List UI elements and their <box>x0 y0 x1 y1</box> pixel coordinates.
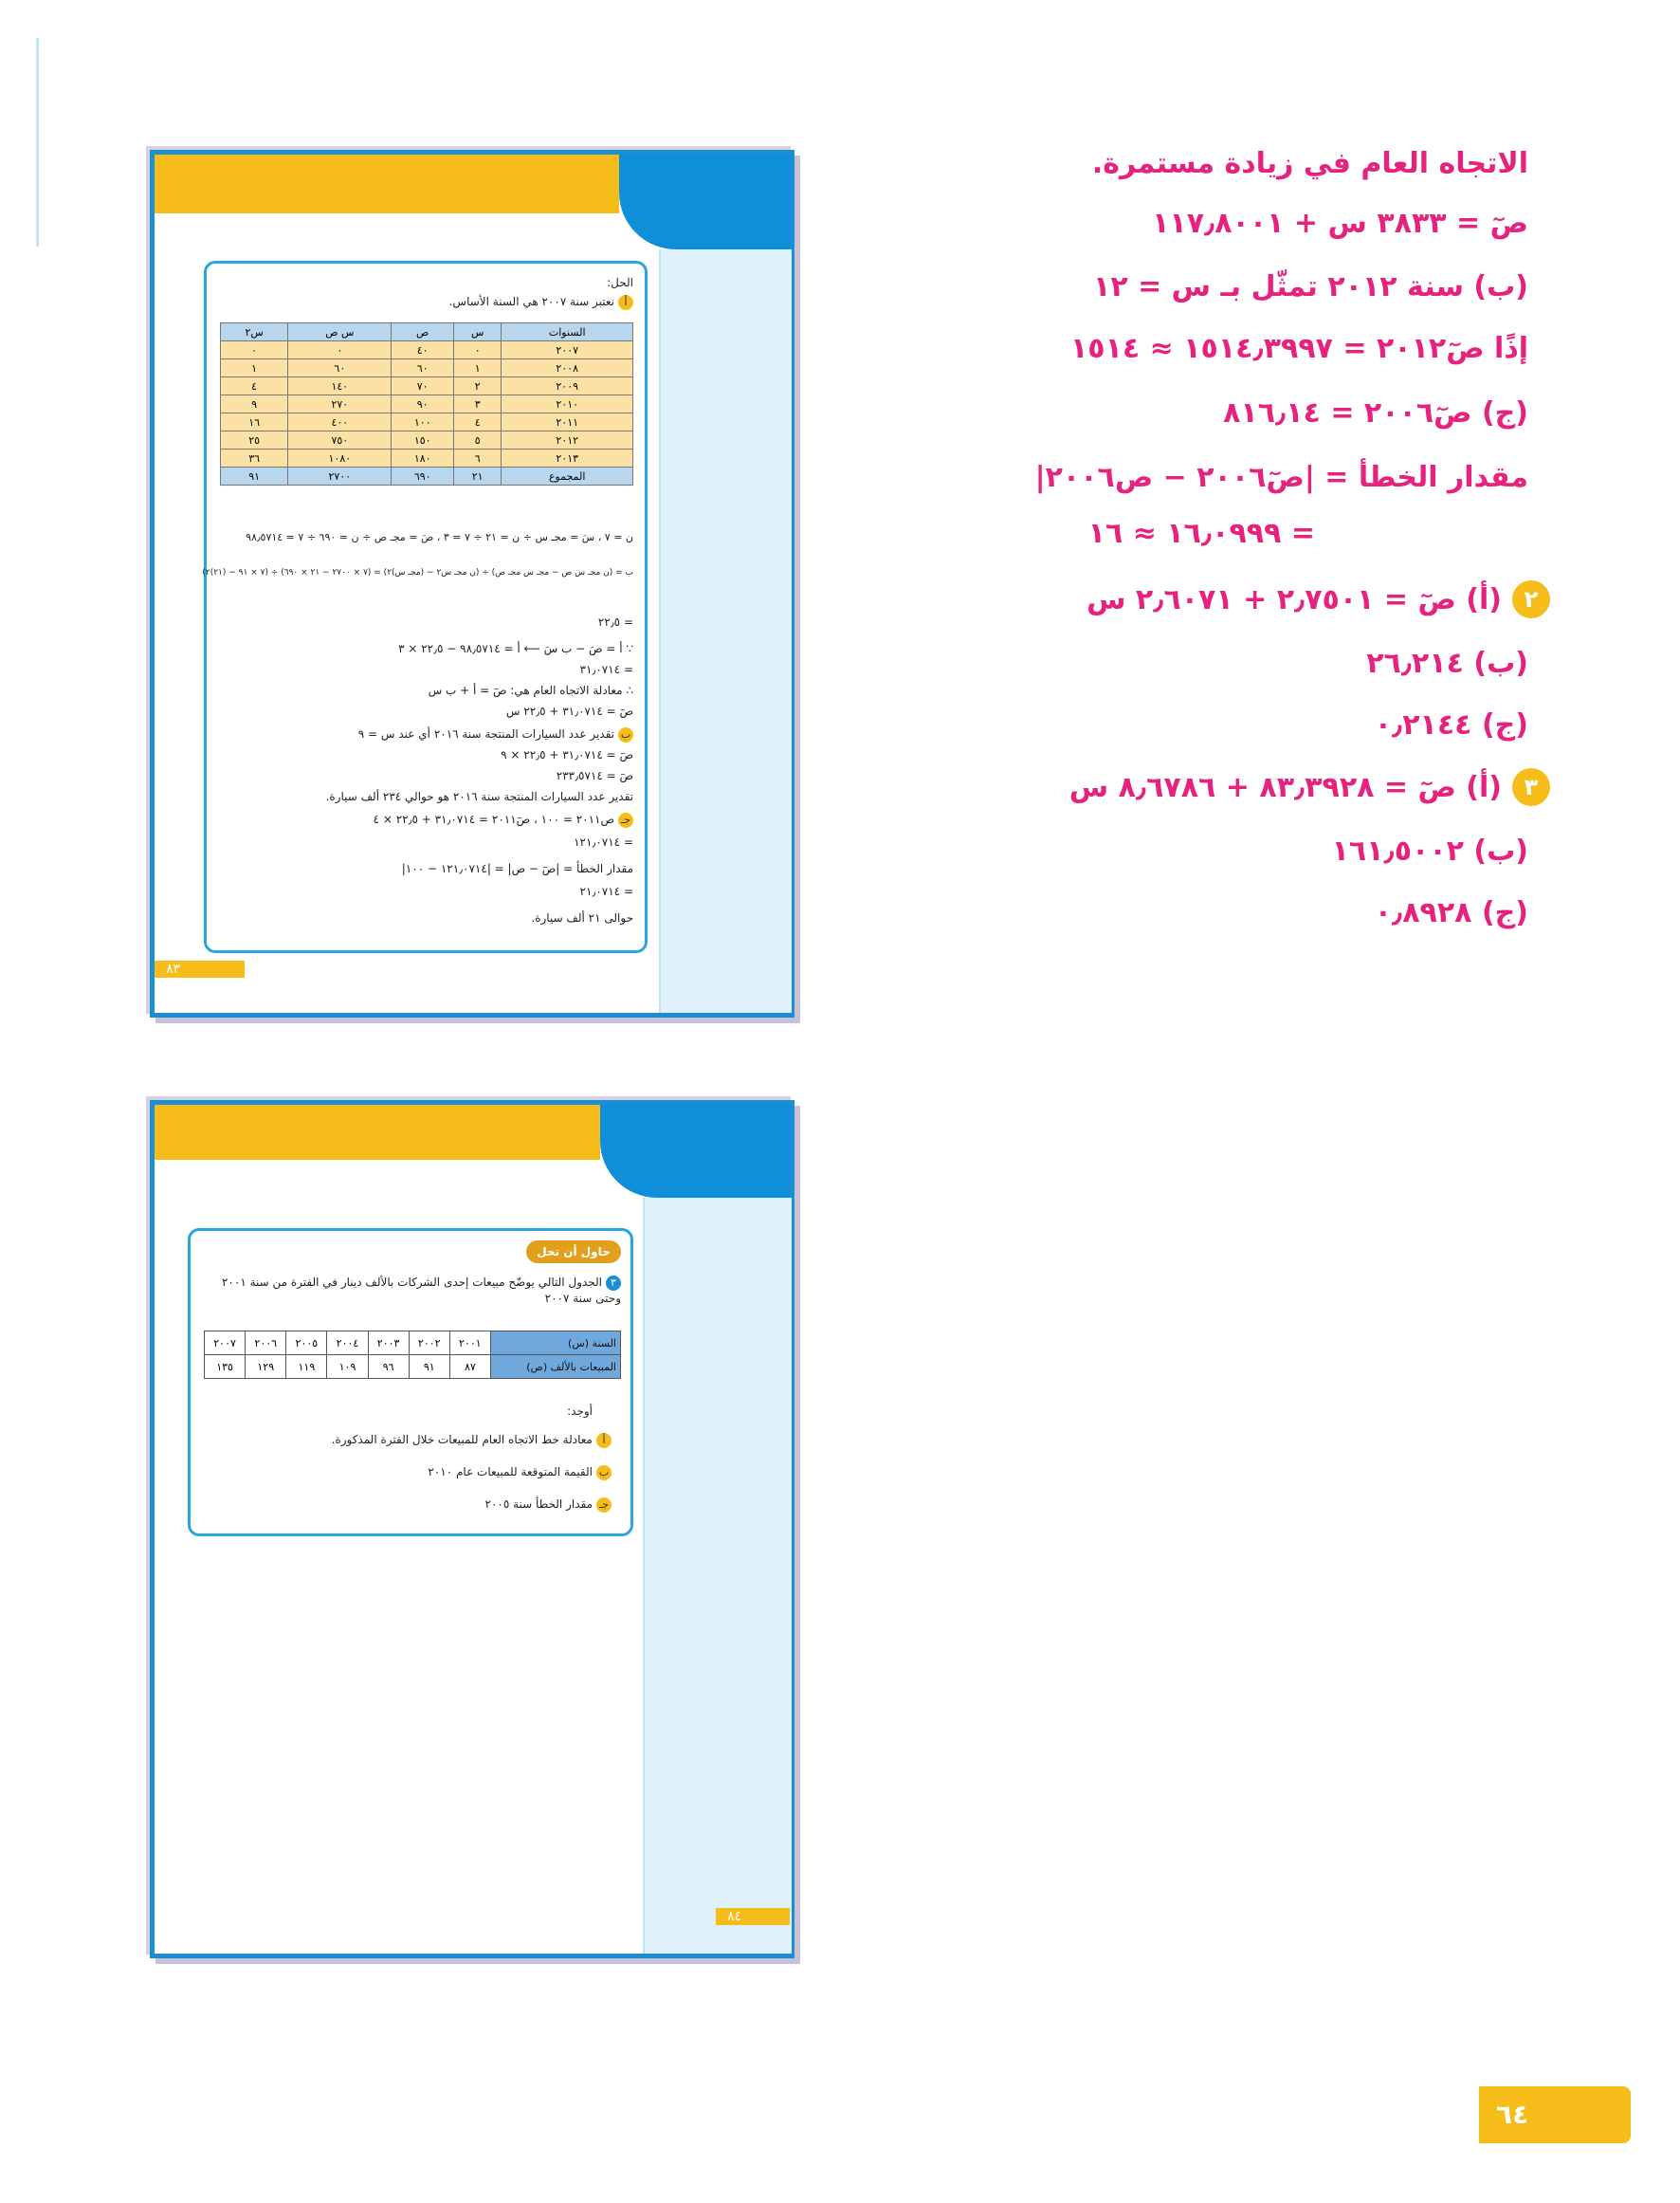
calc-line: = ٢٢٫٥ <box>597 615 633 629</box>
calc-line: = ٣١٫٠٧١٤ <box>579 663 633 676</box>
cell: ٦٠ <box>288 359 392 377</box>
exercise-box <box>188 1228 633 1536</box>
solution-table-header <box>221 323 633 341</box>
cell: ٢٠٠٦ <box>246 1331 286 1355</box>
cell: ٢٥ <box>221 431 288 450</box>
trend-statement: الاتجاه العام في زيادة مستمرة. <box>1091 147 1528 180</box>
header-cell: س ص <box>288 323 392 341</box>
table-row <box>221 395 633 413</box>
table-row <box>221 359 633 377</box>
calc-line: = ١٢١٫٠٧١٤ <box>574 835 633 849</box>
row-label: السنة (س) <box>490 1331 620 1355</box>
margin-rule <box>36 38 39 247</box>
answer-3a: (أ) صٓ = ٨٣٫٣٩٢٨ + ٨٫٦٧٨٦ س <box>1068 771 1502 804</box>
cell: ٥ <box>453 431 501 450</box>
calc-line: حوالى ٢١ ألف سيارة. <box>531 911 633 925</box>
question-text: الجدول التالي يوضّح مبيعات إحدى الشركات بالألف دينار في الفترة من سنة ٢٠٠١ وحتى سنة ٢٠٠٧ <box>221 1276 621 1305</box>
cell: ٢٠٠٩ <box>502 377 633 395</box>
list-item <box>485 1496 612 1513</box>
exercise-question <box>204 1275 621 1307</box>
cell: ٢ <box>453 377 501 395</box>
answer-1b: (ب) سنة ٢٠١٢ تمثّل بـ س = ١٢ <box>1093 270 1528 303</box>
cell: ٢٠٠٢ <box>409 1331 449 1355</box>
calc-line: مقدار الخطأ = |صٓ − ص| = |١٢١٫٠٧١٤ − ١٠٠| <box>401 862 633 875</box>
question-bullet: ٣ <box>606 1276 621 1291</box>
page-number-tab: ٨٤ <box>716 1908 790 1925</box>
thumbnail-page-84 <box>150 1100 794 1958</box>
cell: ٨٧ <box>449 1355 490 1379</box>
calc-line: ∵ أ = صَ − ب سَ ⟵ أ = ٩٨٫٥٧١٤ − ٢٢٫٥ × ٣ <box>398 642 633 655</box>
step-b <box>358 726 633 743</box>
solution-title: الحل: <box>607 276 633 289</box>
calc-line: = ٢١٫٠٧١٤ <box>579 885 633 898</box>
table-row <box>221 431 633 450</box>
step-a-bullet: أ <box>618 295 633 310</box>
calc-line: تقدير عدد السيارات المنتجة سنة ٢٠١٦ هو حوالي ٢٣٤ ألف سيارة. <box>325 790 633 803</box>
calc-line: ب = (ن مجـ س ص − مجـ س مجـ ص) ÷ (ن مجـ س٢ − (مجـ س)٢) = (٧ × ٢٧٠٠ − ٢١ × ٦٩٠) ÷ (٧ × ٩١ − (٢١)٢) <box>202 568 633 578</box>
cell: ٤ <box>453 413 501 431</box>
cell: ١٦ <box>221 413 288 431</box>
list-item <box>428 1464 612 1480</box>
cell: ٣ <box>453 395 501 413</box>
cell: ٢٠١٢ <box>502 431 633 450</box>
error-label: مقدار الخطأ = |صٓ٢٠٠٦ − ص٢٠٠٦| <box>1034 461 1528 494</box>
page-side-strip <box>659 249 792 1013</box>
cell: ٩٦ <box>368 1355 409 1379</box>
cell: ١٤٠ <box>288 377 392 395</box>
question-2-badge: ٢ <box>1512 580 1550 618</box>
page-side-strip <box>643 1198 792 1954</box>
step-a <box>449 294 633 310</box>
cell: ٢٠١٣ <box>502 450 633 468</box>
cell: ١٠٠ <box>392 413 454 431</box>
row-label: المبيعات بالألف (ص) <box>490 1355 620 1379</box>
cell: ١٥٠ <box>392 431 454 450</box>
answer-2a: (أ) صٓ = ٢٫٧٥٠١ + ٢٫٦٠٧١ س <box>1087 583 1502 616</box>
cell: ٩١ <box>409 1355 449 1379</box>
calc-line: صٓ = ٢٣٣٫٥٧١٤ <box>556 769 633 782</box>
cell: ٦ <box>453 450 501 468</box>
cell: ٢١ <box>453 468 501 486</box>
table-row <box>221 450 633 468</box>
cell: ٠ <box>453 341 501 359</box>
table-row <box>205 1331 621 1355</box>
list-item <box>332 1432 612 1448</box>
table-row <box>221 341 633 359</box>
step-c-bullet: جـ <box>618 813 633 828</box>
cell: ٢٠٠٧ <box>502 341 633 359</box>
cell: ٢٠٠٤ <box>327 1331 368 1355</box>
question-3-badge: ٣ <box>1512 768 1550 806</box>
cell: المجموع <box>502 468 633 486</box>
cell: ٣٦ <box>221 450 288 468</box>
try-to-solve-badge: حاول أن تحل <box>526 1240 621 1263</box>
answer-1b-result: إذًا صٓ٢٠١٢ = ١٥١٤٫٣٩٩٧ ≈ ١٥١٤ <box>1069 332 1528 365</box>
answer-3c: (ج) ٠٫٨٩٢٨ <box>1374 896 1528 929</box>
header-cell: س٢ <box>221 323 288 341</box>
page-header-corner <box>619 155 790 249</box>
page-header-bar <box>155 155 619 213</box>
header-cell: س <box>453 323 501 341</box>
cell: ٠ <box>288 341 392 359</box>
cell: ٤٠٠ <box>288 413 392 431</box>
page-number-badge: ٦٤ <box>1479 2086 1631 2143</box>
header-cell: ص <box>392 323 454 341</box>
cell: ١٠٩ <box>327 1355 368 1379</box>
cell: ٧٥٠ <box>288 431 392 450</box>
page-number-tab: ٨٣ <box>155 961 245 978</box>
calc-line: صٓ = ٣١٫٠٧١٤ + ٢٢٫٥ س <box>505 705 633 718</box>
answer-2b: (ب) ٢٦٫٢١٤ <box>1366 647 1528 680</box>
cell: ٢٠١١ <box>502 413 633 431</box>
sales-table <box>204 1331 621 1379</box>
cell: ٩٠ <box>392 395 454 413</box>
page-header-corner <box>600 1105 790 1198</box>
answer-1c: (ج) صٓ٢٠٠٦ = ٨١٦٫١٤ <box>1223 396 1528 430</box>
cell: ٤٠ <box>392 341 454 359</box>
header-cell: السنوات <box>502 323 633 341</box>
item-bullet: ب <box>596 1465 612 1480</box>
cell: ٢٠٠٥ <box>286 1331 327 1355</box>
calc-line: ∴ معادلة الاتجاه العام هي: صٓ = أ + ب س <box>428 684 633 697</box>
cell: ٢٧٠٠ <box>288 468 392 486</box>
cell: ٩١ <box>221 468 288 486</box>
table-total-row <box>221 468 633 486</box>
item-text: القيمة المتوقعة للمبيعات عام ٢٠١٠ <box>428 1465 593 1478</box>
answer-3b: (ب) ١٦١٫٥٠٠٢ <box>1331 835 1528 868</box>
cell: ٠ <box>221 341 288 359</box>
item-bullet: جـ <box>596 1497 612 1513</box>
step-b-bullet: ب <box>618 727 633 743</box>
cell: ١ <box>453 359 501 377</box>
cell: ١٣٥ <box>205 1355 246 1379</box>
thumbnail-page-83 <box>150 150 794 1018</box>
answer-2c: (ج) ٠٫٢١٤٤ <box>1374 708 1528 742</box>
cell: ٢٠١٠ <box>502 395 633 413</box>
page-header-bar <box>155 1105 600 1160</box>
cell: ٢٠٠٨ <box>502 359 633 377</box>
step-a-text: نعتبر سنة ٢٠٠٧ هي السنة الأساس. <box>448 295 614 308</box>
cell: ١ <box>221 359 288 377</box>
calc-line: ن = ٧ ، سَ = مجـ س ÷ ن = ٢١ ÷ ٧ = ٣ ، صَ = مجـ ص ÷ ن = ٦٩٠ ÷ ٧ = ٩٨٫٥٧١٤ <box>246 531 633 543</box>
cell: ٦٠ <box>392 359 454 377</box>
table-row <box>221 413 633 431</box>
step-b-text: تقدير عدد السيارات المنتجة سنة ٢٠١٦ أي عند س = ٩ <box>357 727 614 741</box>
calc-line: صٓ = ٣١٫٠٧١٤ + ٢٢٫٥ × ٩ <box>501 748 633 762</box>
cell: ٤ <box>221 377 288 395</box>
cell: ٢٠٠٧ <box>205 1331 246 1355</box>
error-value: = ١٦٫٠٩٩٩ ≈ ١٦ <box>1087 517 1315 550</box>
cell: ١٨٠ <box>392 450 454 468</box>
cell: ٢٠٠٣ <box>368 1331 409 1355</box>
table-row <box>221 377 633 395</box>
step-c <box>374 812 633 828</box>
cell: ١٢٩ <box>246 1355 286 1379</box>
cell: ٢٠٠١ <box>449 1331 490 1355</box>
cell: ١٠٨٠ <box>288 450 392 468</box>
table-row <box>205 1355 621 1379</box>
find-label: أوجد: <box>567 1404 593 1418</box>
step-c-text: ص٢٠١١ = ١٠٠ ، صٓ٢٠١١ = ٣١٫٠٧١٤ + ٢٢٫٥ × ٤ <box>373 813 614 826</box>
item-bullet: أ <box>596 1433 612 1448</box>
cell: ٢٧٠ <box>288 395 392 413</box>
cell: ٦٩٠ <box>392 468 454 486</box>
cell: ٧٠ <box>392 377 454 395</box>
item-text: معادلة خط الاتجاه العام للمبيعات خلال الفترة المذكورة. <box>331 1433 593 1446</box>
item-text: مقدار الخطأ سنة ٢٠٠٥ <box>484 1497 593 1511</box>
cell: ١١٩ <box>286 1355 327 1379</box>
trend-equation: صٓ = ٣٨٣٣ س + ١١٧٫٨٠٠١ <box>1152 207 1528 240</box>
solution-box <box>204 261 648 953</box>
cell: ٩ <box>221 395 288 413</box>
solution-table <box>220 322 633 486</box>
